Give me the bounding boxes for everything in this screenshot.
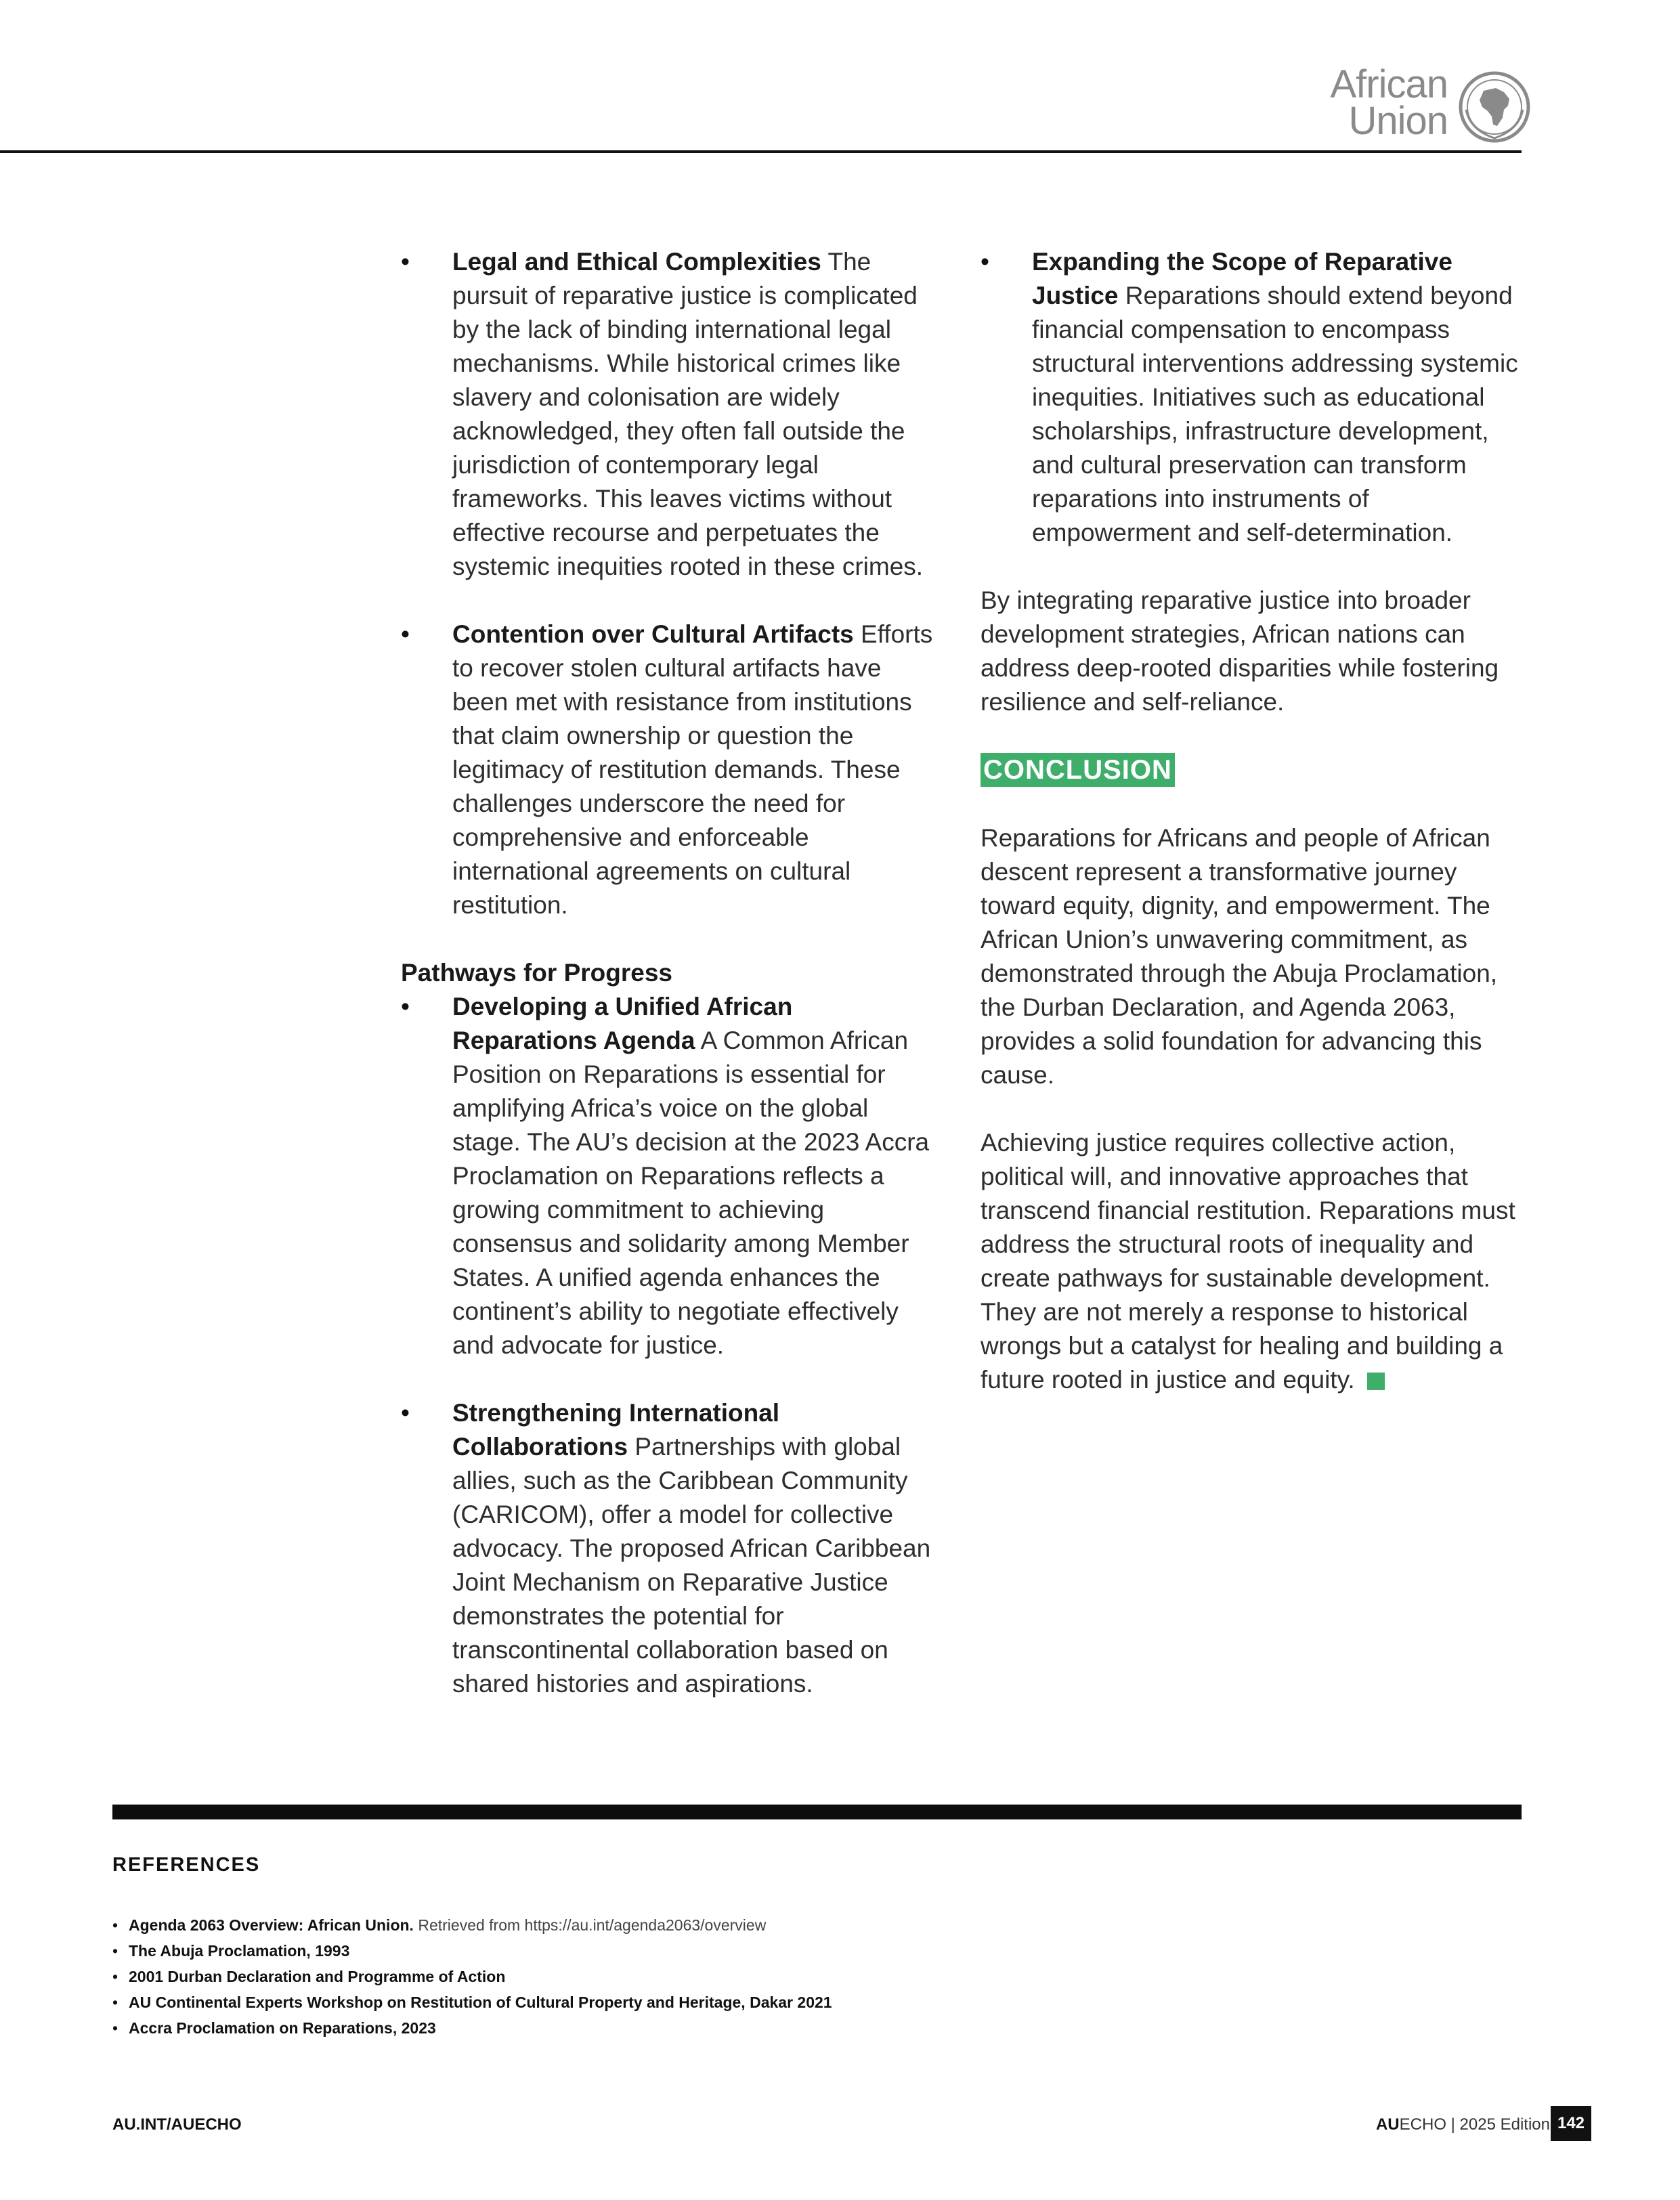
bullet-legal-ethical [401,245,943,584]
reference-source: Retrieved from https://au.int/agenda2063/overview [418,1916,767,1934]
reference-bullet: • [112,1968,119,1985]
bullet-cultural-artifacts [401,618,943,922]
page-number: 142 [1551,2106,1591,2141]
reference-bullet: • [112,1993,119,2011]
bullet-heading: Strengthening International Collaborations [452,1399,780,1461]
right-column [981,245,1522,1397]
bullet-dot: • [401,620,410,648]
reference-item [112,1964,1196,1989]
bullet-heading: Contention over Cultural Artifacts [452,620,854,648]
bullet-text: Reparations should extend beyond financial compensation to encompass structural interventions addressing systemic inequities. Initiatives such as educational scholarships, infrastructure development, and cultural preservation can transform reparations into instruments of empowerment and self-determination. [1032,282,1518,546]
reference-item [112,1938,1196,1964]
bullet-international-collaborations [401,1396,943,1701]
footer-website: AU.INT/AUECHO [112,2115,242,2134]
reference-title: AU Continental Experts Workshop on Restitution of Cultural Property and Heritage, Dakar 2021 [129,1993,832,2011]
reference-item [112,2015,1196,2041]
bullet-expanding-scope [981,245,1522,550]
logo-line-2: Union [1348,99,1448,143]
bullet-text: Partnerships with global allies, such as the Caribbean Community (CARICOM), offer a model for collective advocacy. The proposed African Caribbean Joint Mechanism on Reparative Justice demonstrates the potential for transcontinental collaboration based on shared histories and aspirations. [452,1433,931,1698]
bullet-dot: • [401,248,410,276]
bullet-unified-agenda [401,990,943,1362]
reference-item [112,1989,1196,2015]
paragraph-conclusion-2 [981,1126,1522,1397]
end-mark-icon [1367,1373,1385,1390]
left-column [401,245,943,1701]
bullet-heading: Developing a Unified African Reparations Agenda [452,993,793,1054]
references-list [112,1912,1196,2041]
bullet-text: A Common African Position on Reparations is essential for amplifying Africa’s voice on the global stage. The AU’s decision at the 2023 Accra Proclamation on Reparations reflects a growing commitment to achieving consensus and solidarity among Member States. A unified agenda enhances the continent’s ability to negotiate effectively and advocate for justice. [452,1027,930,1359]
african-union-logo [1329,62,1532,154]
subheading-pathways: Pathways for Progress [401,959,672,987]
footer-edition-text: ECHO | 2025 Edition [1399,2115,1550,2134]
reference-bullet: • [112,1916,119,1934]
bullet-text: Efforts to recover stolen cultural artifacts have been met with resistance from institutions that claim ownership or question the legitimacy of restitution demands. These challenges underscore the need for comprehensive and enforceable international agreements on cultural restitution. [452,620,933,919]
reference-title: Agenda 2063 Overview: African Union. [129,1916,414,1934]
reference-title: The Abuja Proclamation, 1993 [129,1942,350,1960]
header-rule [0,150,1522,153]
references-title: REFERENCES [112,1854,261,1876]
paragraph-conclusion-1: Reparations for Africans and people of African descent represent a transformative journey toward equity, dignity, and empowerment. The African Union’s unwavering commitment, as demonstrated through the Abuja Proclamation, the Durban Declaration, and Agenda 2063, provides a solid foundation for advancing this cause. [981,824,1498,1089]
bullet-dot: • [401,1399,410,1427]
conclusion-heading: CONCLUSION [981,753,1175,787]
bullet-heading: Expanding the Scope of Reparative Justice [1032,248,1452,309]
reference-title: 2001 Durban Declaration and Programme of Action [129,1968,506,1985]
au-emblem-icon [1457,69,1532,145]
bullet-dot: • [401,993,410,1020]
footer-brand: AU [1375,2115,1400,2134]
footer-edition [1376,2115,1550,2134]
reference-bullet: • [112,1942,119,1960]
paragraph-conclusion-2-text: Achieving justice requires collective action, political will, and innovative approaches that transcend financial restitution. Reparations must address the structural roots of inequality and create pathways for sustainable development. They are not merely a response to historical wrongs but a catalyst for healing and building a future rooted in justice and equity. [981,1129,1515,1394]
references-rule [112,1805,1522,1819]
reference-item [112,1912,1196,1938]
logo-wordmark [1330,62,1448,143]
paragraph-integrating: By integrating reparative justice into broader development strategies, African nations can address deep-rooted disparities while fostering resilience and self-reliance. [981,586,1499,716]
conclusion-heading-wrap [981,753,1522,788]
logo-line-1: African [1330,62,1448,106]
reference-title: Accra Proclamation on Reparations, 2023 [129,2019,436,2037]
bullet-heading: Legal and Ethical Complexities [452,248,821,276]
reference-bullet: • [112,2019,119,2037]
bullet-dot: • [981,248,989,276]
bullet-text: The pursuit of reparative justice is complicated by the lack of binding international legal mechanisms. While historical crimes like slavery and colonisation are widely acknowledged, they often fall outside the jurisdiction of contemporary legal frameworks. This leaves victims without effective recourse and perpetuates the systemic inequities rooted in these crimes. [452,248,924,580]
